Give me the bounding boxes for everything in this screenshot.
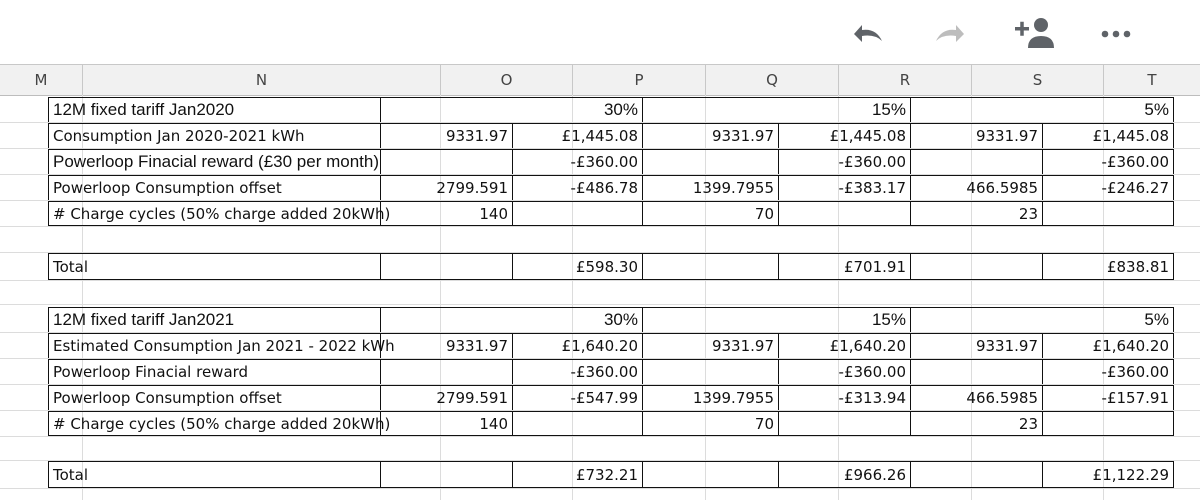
data-cell[interactable] — [1042, 201, 1174, 226]
block1-pct-30-cell[interactable]: 30% — [380, 97, 642, 122]
column-header-q[interactable]: Q — [705, 65, 838, 95]
data-cell[interactable] — [380, 253, 512, 280]
block1-title-cell[interactable]: 12M fixed tariff Jan2020 — [48, 97, 380, 122]
row-label-cell[interactable]: Consumption Jan 2020-2021 kWh — [48, 123, 380, 148]
column-header-m[interactable]: M — [34, 71, 48, 89]
total-cell[interactable]: £838.81 — [1042, 253, 1174, 280]
total-label-cell[interactable]: Total — [48, 461, 380, 488]
column-header-p[interactable]: P — [572, 65, 705, 95]
data-cell[interactable]: £1,445.08 — [778, 123, 910, 148]
total-cell[interactable]: £598.30 — [512, 253, 642, 280]
data-cell[interactable] — [512, 201, 642, 226]
data-cell[interactable]: -£360.00 — [778, 149, 910, 174]
row-label-cell[interactable]: Powerloop Consumption offset — [48, 175, 380, 200]
data-cell[interactable]: -£360.00 — [1042, 149, 1174, 174]
data-cell[interactable]: 466.5985 — [910, 385, 1042, 410]
data-cell[interactable]: 9331.97 — [642, 333, 778, 358]
data-cell[interactable]: 70 — [642, 411, 778, 436]
block2-pct-15-cell[interactable]: 15% — [642, 307, 910, 332]
row-label-cell[interactable]: Powerloop Consumption offset — [48, 385, 380, 410]
data-cell[interactable] — [380, 461, 512, 488]
block2-title-cell[interactable]: 12M fixed tariff Jan2021 — [48, 307, 380, 332]
data-cell[interactable]: 23 — [910, 201, 1042, 226]
data-cell[interactable]: 9331.97 — [380, 123, 512, 148]
table-row — [0, 281, 1200, 305]
column-header-r[interactable]: R — [838, 65, 971, 95]
data-cell[interactable]: 23 — [910, 411, 1042, 436]
column-headers — [0, 64, 1200, 96]
data-cell[interactable] — [642, 149, 778, 174]
total-cell[interactable]: £966.26 — [778, 461, 910, 488]
undo-icon[interactable] — [846, 14, 890, 54]
data-cell[interactable]: 140 — [380, 201, 512, 226]
table-row — [0, 411, 1200, 437]
row-label-cell[interactable]: # Charge cycles (50% charge added 20kWh) — [48, 411, 380, 436]
data-cell[interactable]: -£360.00 — [512, 149, 642, 174]
data-cell[interactable]: 140 — [380, 411, 512, 436]
data-cell[interactable]: £1,640.20 — [778, 333, 910, 358]
data-cell[interactable]: 9331.97 — [642, 123, 778, 148]
data-cell[interactable]: -£360.00 — [1042, 359, 1174, 384]
row-label-cell[interactable]: # Charge cycles (50% charge added 20kWh) — [48, 201, 380, 226]
more-icon[interactable] — [1094, 14, 1138, 54]
data-cell[interactable]: 9331.97 — [910, 333, 1042, 358]
data-cell[interactable]: 70 — [642, 201, 778, 226]
data-cell[interactable] — [512, 411, 642, 436]
table-row — [0, 437, 1200, 461]
block1-pct-15-cell[interactable]: 15% — [642, 97, 910, 122]
table-row — [0, 359, 1200, 385]
data-cell[interactable]: £1,445.08 — [512, 123, 642, 148]
table-row — [0, 227, 1200, 253]
data-cell[interactable]: 1399.7955 — [642, 175, 778, 200]
data-cell[interactable] — [642, 253, 778, 280]
data-cell[interactable]: -£360.00 — [778, 359, 910, 384]
data-cell[interactable]: -£547.99 — [512, 385, 642, 410]
table-row — [0, 97, 1200, 123]
table-row — [0, 461, 1200, 489]
column-header-n[interactable]: N — [82, 65, 440, 95]
data-cell[interactable] — [778, 201, 910, 226]
redo-icon[interactable] — [928, 14, 972, 54]
data-cell[interactable]: £1,445.08 — [1042, 123, 1174, 148]
data-cell[interactable]: -£313.94 — [778, 385, 910, 410]
data-cell[interactable]: -£486.78 — [512, 175, 642, 200]
table-row — [0, 333, 1200, 359]
data-cell[interactable] — [380, 149, 512, 174]
data-cell[interactable]: £1,640.20 — [1042, 333, 1174, 358]
column-header-t[interactable]: T — [1103, 65, 1200, 95]
data-cell[interactable] — [910, 149, 1042, 174]
table-row — [0, 175, 1200, 201]
data-cell[interactable]: -£157.91 — [1042, 385, 1174, 410]
data-cell[interactable] — [642, 461, 778, 488]
block2-pct-5-cell[interactable]: 5% — [910, 307, 1174, 332]
data-cell[interactable]: 9331.97 — [910, 123, 1042, 148]
table-row — [0, 123, 1200, 149]
data-cell[interactable]: 9331.97 — [380, 333, 512, 358]
total-cell[interactable]: £732.21 — [512, 461, 642, 488]
data-cell[interactable]: 2799.591 — [380, 385, 512, 410]
data-cell[interactable]: 1399.7955 — [642, 385, 778, 410]
row-label-cell[interactable]: Powerloop Finacial reward (£30 per month) — [48, 149, 380, 174]
data-cell[interactable] — [1042, 411, 1174, 436]
table-row — [0, 149, 1200, 175]
add-person-icon[interactable] — [1012, 14, 1056, 54]
data-cell[interactable]: -£383.17 — [778, 175, 910, 200]
total-cell[interactable]: £1,122.29 — [1042, 461, 1174, 488]
data-cell[interactable] — [910, 253, 1042, 280]
table-row — [0, 307, 1200, 333]
table-row — [0, 201, 1200, 227]
spreadsheet-grid — [0, 95, 1200, 500]
data-cell[interactable] — [778, 411, 910, 436]
column-header-o[interactable]: O — [440, 65, 572, 95]
data-cell[interactable] — [910, 461, 1042, 488]
toolbar — [0, 0, 1200, 64]
block1-pct-5-cell[interactable]: 5% — [910, 97, 1174, 122]
data-cell[interactable] — [380, 359, 512, 384]
table-row — [0, 253, 1200, 281]
total-cell[interactable]: £701.91 — [778, 253, 910, 280]
column-header-s[interactable]: S — [971, 65, 1103, 95]
data-cell[interactable] — [910, 359, 1042, 384]
data-cell[interactable]: -£360.00 — [512, 359, 642, 384]
data-cell[interactable]: 466.5985 — [910, 175, 1042, 200]
data-cell[interactable]: 2799.591 — [380, 175, 512, 200]
row-label-cell[interactable]: Estimated Consumption Jan 2021 - 2022 kWh — [48, 333, 380, 358]
table-row — [0, 385, 1200, 411]
total-label-cell[interactable]: Total — [48, 253, 380, 280]
data-cell[interactable]: £1,640.20 — [512, 333, 642, 358]
data-cell[interactable] — [642, 359, 778, 384]
block2-pct-30-cell[interactable]: 30% — [380, 307, 642, 332]
row-label-cell[interactable]: Powerloop Finacial reward — [48, 359, 380, 384]
data-cell[interactable]: -£246.27 — [1042, 175, 1174, 200]
